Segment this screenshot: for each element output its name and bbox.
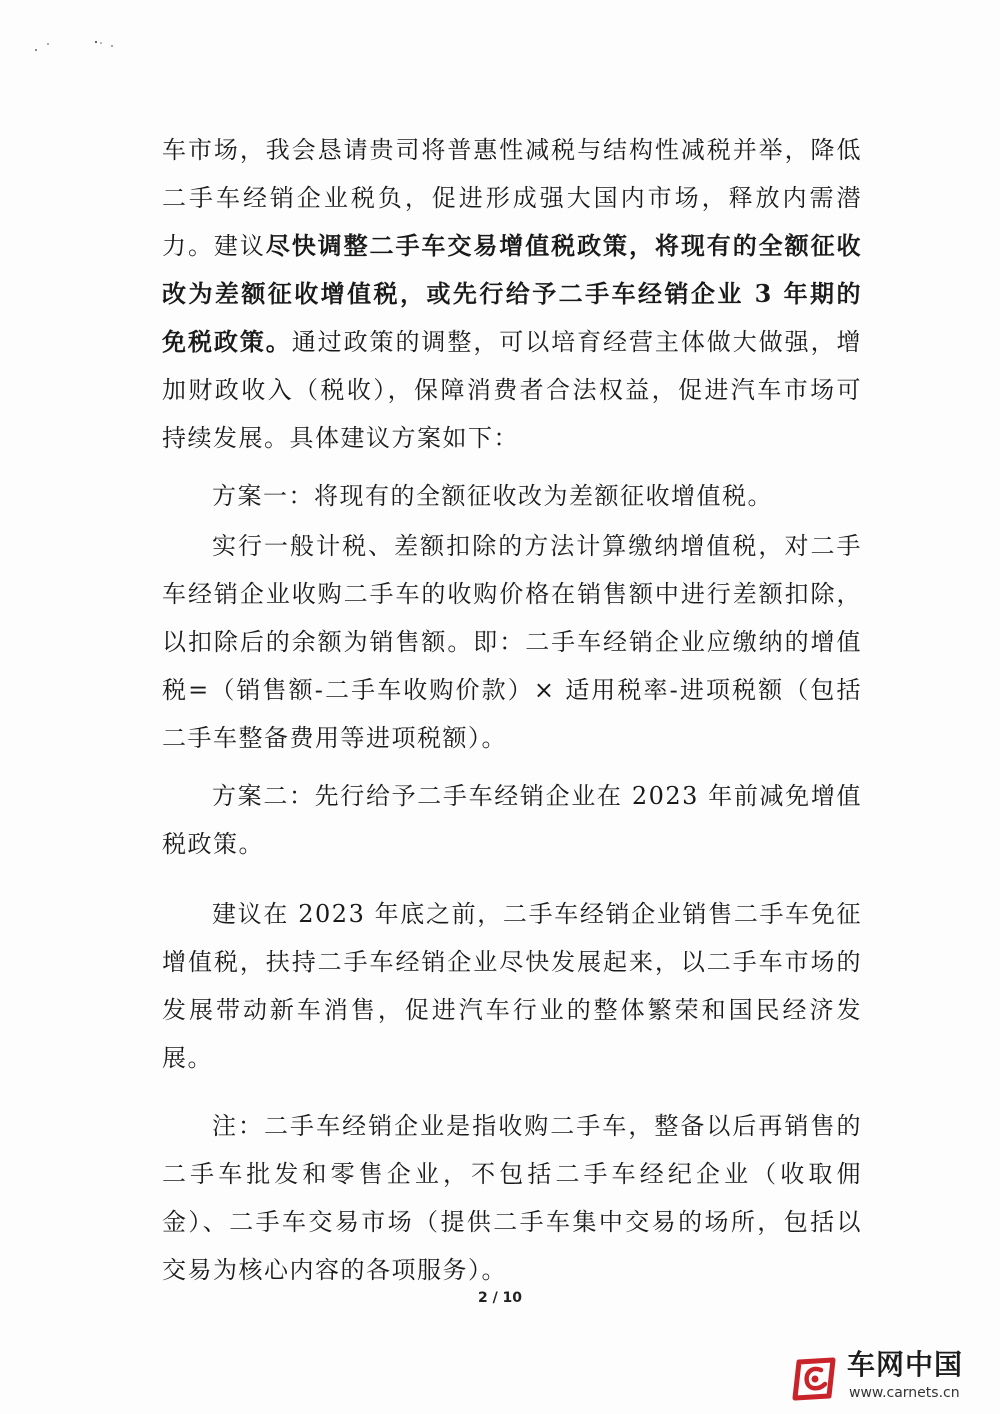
- paragraph-plan-two-title: 方案二：先行给予二手车经销企业在 2023 年前减免增值税政策。: [162, 782, 862, 858]
- page-number: 2 / 10: [477, 1290, 523, 1306]
- carnets-logo-icon: [785, 1352, 841, 1404]
- paragraph-plan-one-title: 方案一：将现有的全额征收改为差额征收增值税。: [212, 482, 773, 510]
- intro-text-end: 通过政策的调整，可以培育经营主体做大做强，增加财政收入（税收），保障消费者合法权益，促进汽车市场可持续发展。具体建议方案如下：: [162, 328, 863, 452]
- scan-specks: [30, 36, 120, 56]
- watermark: [785, 1348, 990, 1408]
- watermark-brand-name: 车网中国: [847, 1348, 964, 1381]
- paragraph-plan-two-detail: 建议在 2023 年底之前，二手车经销企业销售二手车免征增值税，扶持二手车经销企业尽快发展起来，以二手车市场的发展带动新车消售，促进汽车行业的整体繁荣和国民经济发展。: [162, 900, 862, 1072]
- intro-text-emphasis: 尽快调整二手车交易增值税政策，将现有的全额征收改为差额征收增值税，或先行给予二手车经销企业 3 年期的免税政策。: [162, 231, 863, 356]
- paragraph-plan-one-detail: 实行一般计税、差额扣除的方法计算缴纳增值税，对二手车经销企业收购二手车的收购价格在销售额中进行差额扣除，以扣除后的余额为销售额。即：二手车经销企业应缴纳的增值税=（销售额-二手车收购价款）× 适用税率-进项税额（包括二手车整备费用等进项税额）。: [162, 532, 862, 752]
- watermark-url: www.carnets.cn: [849, 1385, 960, 1401]
- intro-text-start: 车市场，我会恳请贵司将普惠性减税与结构性减税并举，降低二手车经销企业税负，促进形成强大国内市场，释放内需潜力。建议: [162, 136, 862, 260]
- paragraph-note: 注：二手车经销企业是指收购二手车，整备以后再销售的二手车批发和零售企业，不包括二手车经纪企业（收取佣金）、二手车交易市场（提供二手车集中交易的场所，包括以交易为核心内容的各项服务）。: [162, 1112, 862, 1284]
- paragraph-proposal-intro: [162, 126, 862, 462]
- document-body: [162, 126, 862, 1310]
